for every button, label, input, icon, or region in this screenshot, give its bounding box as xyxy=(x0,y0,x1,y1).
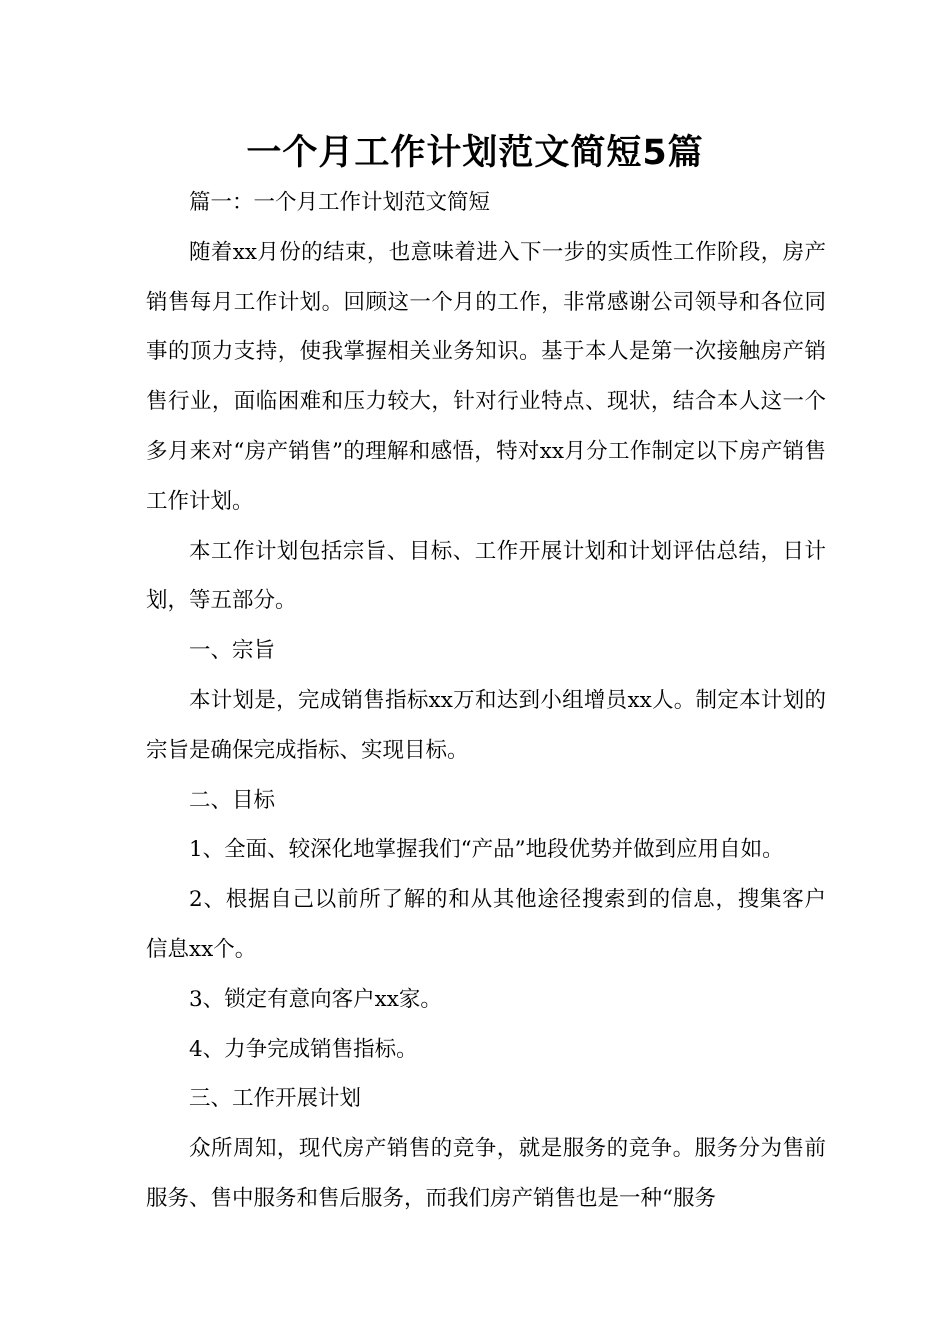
body-paragraph: 本计划是，完成销售指标xx万和达到小组增员xx人。制定本计划的宗旨是确保完成指标、实现目标。 xyxy=(146,687,826,763)
list-item: 4、力争完成销售指标。 xyxy=(189,1036,418,1062)
section-heading-article-one: 篇一：一个月工作计划范文简短 xyxy=(189,190,491,215)
body-paragraph: 众所周知，现代房产销售的竞争，就是服务的竞争。服务分为售前服务、售中服务和售后服务，而我们房产销售也是一种“服务 xyxy=(146,1136,826,1211)
list-item: 2、根据自己以前所了解的和从其他途径搜索到的信息，搜集客户信息xx个。 xyxy=(146,887,826,962)
document-title: 一个月工作计划范文简短5篇 xyxy=(246,133,704,173)
document-body xyxy=(146,178,826,1224)
list-item: 1、全面、较深化地掌握我们“产品”地段优势并做到应用自如。 xyxy=(189,837,784,863)
section-heading-work-plan: 三、工作开展计划 xyxy=(189,1086,362,1112)
body-paragraph: 随着xx月份的结束，也意味着进入下一步的实质性工作阶段，房产销售每月工作计划。回顾这一个月的工作，非常感谢公司领导和各位同事的顶力支持，使我掌握相关业务知识。基于本人是第一次接触房产销售行业，面临困难和压力较大，针对行业特点、现状，结合本人这一个多月来对“房产销售”的理解和感悟，特对xx月分工作制定以下房产销售工作计划。 xyxy=(146,239,826,514)
section-heading-purpose: 一、宗旨 xyxy=(189,638,276,664)
list-item: 3、锁定有意向客户xx家。 xyxy=(189,986,442,1012)
body-paragraph: 本工作计划包括宗旨、目标、工作开展计划和计划评估总结，日计划，等五部分。 xyxy=(146,538,826,614)
section-heading-goals: 二、目标 xyxy=(189,787,276,813)
